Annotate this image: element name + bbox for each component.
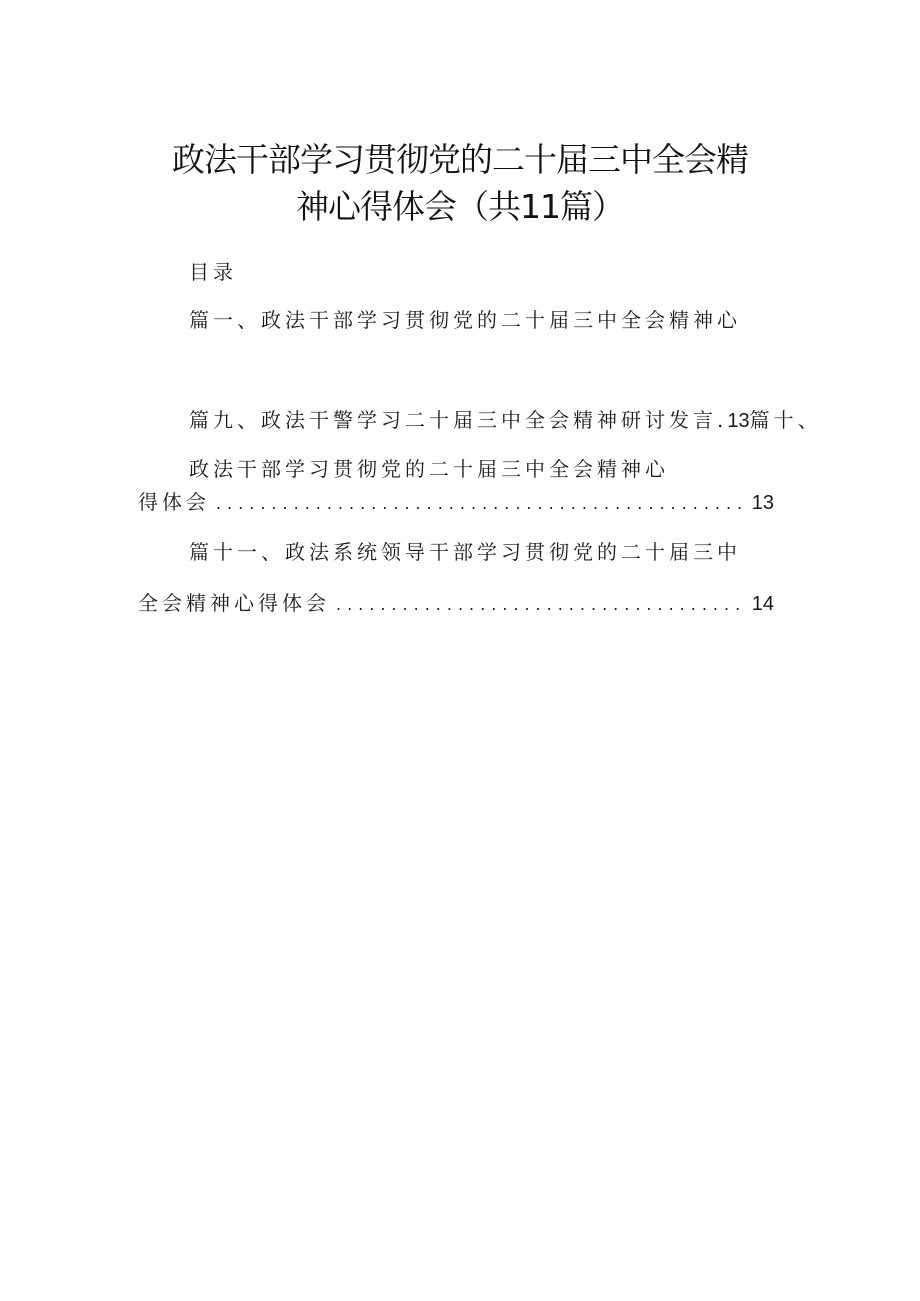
document-title-line-1: 政法干部学习贯彻党的二十届三中全会精 [172, 140, 748, 179]
toc-entry-11-line-1[interactable]: 篇十一、政法系统领导干部学习贯彻党的二十届三中 [189, 540, 741, 564]
toc-entry-1[interactable]: 篇一、政法干部学习贯彻党的二十届三中全会精神心 [189, 308, 741, 332]
toc-entry-11-line-2[interactable] [138, 587, 774, 616]
toc-entry-9[interactable] [189, 404, 822, 433]
document-title-line-2: 神心得体会（共11篇） [296, 187, 624, 226]
toc-leader-dots [216, 494, 746, 513]
toc-entry-10-line-1[interactable]: 政法干部学习贯彻党的二十届三中全会精神心 [189, 457, 669, 481]
toc-entry-10-line-2[interactable] [138, 486, 774, 515]
toc-heading: 目录 [189, 260, 237, 284]
toc-entry-10-text-end: 得体会 [138, 490, 210, 514]
toc-entry-10-prefix: 篇十、 [749, 408, 822, 432]
toc-leader-dots [336, 595, 746, 614]
toc-entry-11-text-end: 全会精神心得体会 [138, 591, 330, 615]
toc-entry-10-page-number: 13 [751, 492, 774, 514]
toc-entry-11-page-number: 14 [751, 593, 774, 615]
toc-entry-9-page-number: 13 [727, 410, 750, 432]
toc-entry-9-text: 篇九、政法干警学习二十届三中全会精神研讨发言. [189, 408, 728, 432]
